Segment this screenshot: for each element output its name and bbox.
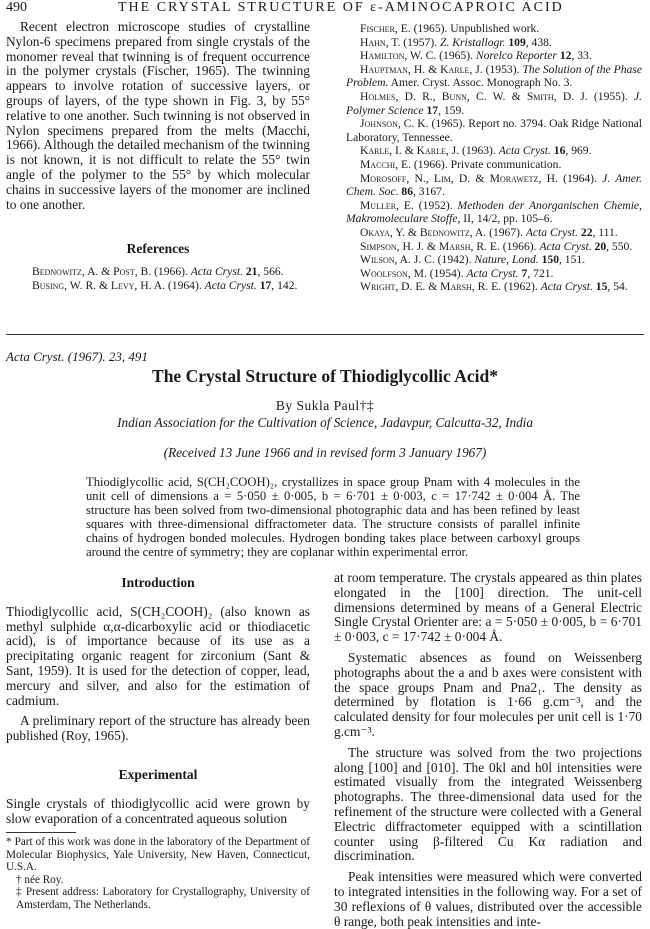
footnote-rule (6, 832, 76, 833)
reference-item: Busing, W. R. & Levy, H. A. (1964). Acta Cryst. 17, 142. (32, 278, 298, 292)
experimental-paragraph-2: at room temperature. The crystals appeared as thin plates elongated in the [100] direction. The unit-cell dimensions determined by means of a General Electric Single Crystal Orienter are: a = 5·050 ± 0·005, b = 6·701 ± 0·003, c = 17·742 ± 0·004 Å. (334, 570, 642, 645)
reference-item: Morosoff, N., Lim, D. & Morawetz, H. (1964). J. Amer. Chem. Soc. 86, 3167. (346, 171, 642, 199)
introduction-paragraph-1: Thiodiglycollic acid, S(CH₂COOH)₂ (also known as methyl sulphide α,α-dicarboxylic acid or thiodiacetic acid), is of importance because of its use as a precipitating organic reagent for zirconium (Sant & Sant, 1959). It is used for the detection of copper, lead, mercury and silver, and also for the estimation of cadmium. (6, 603, 310, 708)
reference-item: Bednowitz, A. & Post, B. (1966). Acta Cryst. 21, 566. (32, 265, 284, 279)
experimental-heading: Experimental (118, 766, 198, 782)
closing-paragraph: Recent electron microscope studies of crystalline Nylon-6 specimens prepared from single crystals of the monomer reveal that twinning is of frequent occurrence in the polymer crystals (Fischer, 1965). The twinning appears to involve rotation of successive layers, or groups of layers, of the type shown in Fig. 3, by 55° relative to one another. Such twinning is not observed in Nylon specimens prepared from the melts (Macchi, 1966). Although the detailed mechanism of the twinning is not known, it is not difficult to relate the 55° twin angle of the polymer to the 55° by which molecular chains in successive layers of the monomer are inclined to one another. (6, 19, 310, 212)
experimental-paragraph-5: Peak intensities were measured which were converted to integrated intensities in the following way. For a set of 30 reflexions of θ values, distributed over the accessible θ range, both peak intensities and inte- (334, 869, 642, 929)
footnotes (6, 836, 310, 912)
reference-item: Wright, D. E. & Marsh, R. E. (1962). Acta Cryst. 15, 54. (360, 280, 628, 294)
lower-right-column (334, 571, 642, 929)
references-heading: References (126, 241, 190, 257)
journal-citation: Acta Cryst. (1967). 23, 491 (6, 349, 148, 364)
reference-item: Macchi, E. (1966). Private communication. (360, 157, 562, 171)
reference-item: Simpson, H. J. & Marsh, R. E. (1966). Acta Cryst. 20, 550. (360, 239, 633, 253)
article-title: The Crystal Structure of Thiodiglycollic Acid* (152, 366, 498, 386)
section-divider (6, 334, 644, 335)
reference-item: Holmes, D. R., Bunn, C. W. & Smith, D. J. (1955). J. Polymer Science 17, 159. (346, 89, 642, 117)
reference-item: Fischer, E. (1965). Unpublished work. (360, 22, 540, 35)
footnote-1: * Part of this work was done in the laboratory of the Department of Molecular Biophysics, Yale University, New Haven, Connecticut, U.S.A. (6, 836, 310, 874)
lower-left-column (6, 576, 310, 826)
article-author: By Sukla Paul†‡ (275, 398, 375, 413)
reference-item: Hauptman, H. & Karle, J. (1953). The Solution of the Phase Problem. Amer. Cryst. Assoc. Monograph No. 3. (346, 62, 642, 90)
references-list-right (334, 22, 642, 294)
reference-item: Muller, E. (1952). Methoden der Anorganischen Chemie, Makromoleculare Stoffe, II, 14/2, pp. 105–6. (346, 198, 642, 226)
introduction-paragraph-2: A preliminary report of the structure has already been published (Roy, 1965). (6, 713, 310, 744)
reference-item: Woolfson, M. (1954). Acta Cryst. 7, 721. (360, 266, 554, 280)
author-affiliation: Indian Association for the Cultivation of Science, Jadavpur, Calcutta-32, India (117, 415, 533, 430)
references-list-left (6, 265, 310, 292)
reference-item: Karle, I. & Karle, J. (1963). Acta Cryst. 16, 969. (360, 144, 592, 158)
footnote-3: ‡ Present address: Laboratory for Crystallography, University of Amsterdam, The Netherlands. (16, 886, 310, 911)
abstract: Thiodiglycollic acid, S(CH₂COOH)₂, crystallizes in space group Pnam with 4 molecules in the unit cell of dimensions a = 5·050 ± 0·005, b = 6·701 ± 0·003, c = 17·742 ± 0·004 Å. The structure has been solved from two-dimensional photographic data and has been refined by least squares with three-dimensional diffractometer data. The structure consists of parallel infinite chains of hydrogen bonded molecules. Hydrogen bonding takes place between carboxyl groups around the centre of symmetry; they are coplanar within experimental error. (86, 475, 580, 559)
top-left-column (6, 20, 310, 292)
experimental-paragraph-1: Single crystals of thiodiglycollic acid were grown by slow evaporation of a concentrated aqueous solution (6, 795, 310, 826)
reference-item: Wilson, A. J. C. (1942). Nature, Lond. 150, 151. (360, 253, 586, 267)
footnote-2: † née Roy. (16, 873, 64, 886)
experimental-paragraph-4: The structure was solved from the two projections along [100] and [010]. The 0kl and h0l intensities were estimated visually from the integrated Weissenberg photographs. The three-dimensional data used for the refinement of the structure were collected with a General Electric diffractometer equipped with a scintillation counter using β-filtered Cu Kα radiation and discrimination. (334, 744, 642, 864)
reference-item: Hahn, T. (1957). Z. Kristallogr. 109, 438. (360, 35, 552, 49)
reference-item: Johnson, C. K. (1965). Report no. 3794. Oak Ridge National Laboratory, Tennessee. (346, 117, 642, 144)
introduction-heading: Introduction (121, 575, 195, 590)
received-dates: (Received 13 June 1966 and in revised form 3 January 1967) (163, 445, 487, 460)
reference-item: Okaya, Y. & Bednowitz, A. (1967). Acta Cryst. 22, 111. (360, 225, 618, 239)
running-title: THE CRYSTAL STRUCTURE OF ε-AMINOCAPROIC ACID (118, 0, 564, 15)
page-number: 490 (6, 0, 27, 15)
experimental-paragraph-3: Systematic absences as found on Weissenberg photographs about the a and b axes were consistent with the space groups Pnam and Pna2₁. The density as determined by flotation is 1·66 g.cm⁻³, and the calculated density for four molecules per unit cell is 1·70 g.cm⁻³. (334, 649, 642, 739)
reference-item: Hamilton, W. C. (1965). Norelco Reporter 12, 33. (360, 49, 592, 63)
